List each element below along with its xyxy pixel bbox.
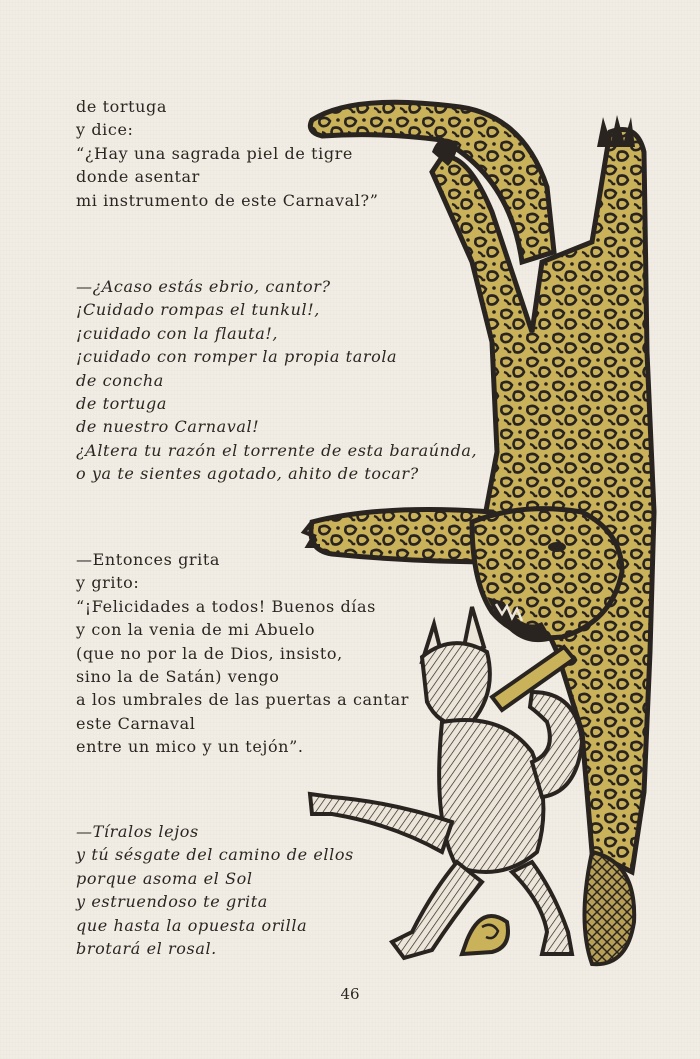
verse-line: y tú sésgate del camino de ellos [76, 845, 354, 865]
verse-line: a los umbrales de las puertas a cantar [76, 690, 409, 710]
verse-line: y dice: [76, 120, 134, 140]
verse-line: ¿Altera tu razón el torrente de esta baraúnda, [76, 440, 478, 460]
verse-line: (que no por la de Dios, insisto, [76, 643, 343, 663]
verse-line: de tortuga [76, 97, 168, 116]
verse-line: de nuestro Carnaval! [76, 417, 260, 437]
verse-line: —¿Acaso estás ebrio, cantor? [76, 277, 331, 296]
verse-line: ¡cuidado con la flauta!, [76, 323, 279, 343]
verse-line: “¿Hay una sagrada piel de tigre [76, 143, 353, 163]
verse-line: ¡Cuidado rompas el tunkul!, [76, 300, 320, 320]
verse-line: mi instrumento de este Carnaval?” [76, 190, 379, 210]
dancer-leg-right [512, 862, 572, 954]
dancer-mask [422, 643, 490, 724]
verse-line: ¡cuidado con romper la propia tarola [76, 347, 398, 367]
verse-line: y con la venia de mi Abuelo [76, 620, 316, 640]
jaguar-woodcut-illustration [292, 92, 662, 967]
claw-upper-right [597, 115, 635, 147]
verse-line: sino la de Satán) vengo [76, 667, 280, 687]
jaguar-head [472, 509, 622, 638]
verse-line: porque asoma el Sol [76, 868, 253, 888]
verse-line: donde asentar [76, 167, 200, 187]
dancer-raised-leg [310, 794, 452, 852]
verse-line: o ya te sientes agotado, ahito de tocar? [76, 464, 419, 484]
dancer-body [439, 720, 543, 872]
verse-line: este Carnaval [76, 713, 196, 733]
verse-line: y grito: [76, 573, 140, 593]
jaguar-tail [310, 102, 554, 262]
verse-line: “¡Felicidades a todos! Buenos días [76, 596, 376, 616]
page-number: 46 [340, 985, 360, 1003]
verse-line: —Tíralos lejos [76, 822, 199, 841]
verse-line: que hasta la opuesta orilla [76, 915, 308, 935]
shell-icon [462, 916, 508, 954]
verse-line: de tortuga [76, 394, 168, 414]
verse-line: brotará el rosal. [76, 939, 217, 959]
verse-line: entre un mico y un tejón”. [76, 737, 304, 757]
verse-line: y estruendoso te grita [76, 892, 268, 912]
verse-line: de concha [76, 370, 164, 390]
verse-line: —Entonces grita [76, 550, 221, 569]
